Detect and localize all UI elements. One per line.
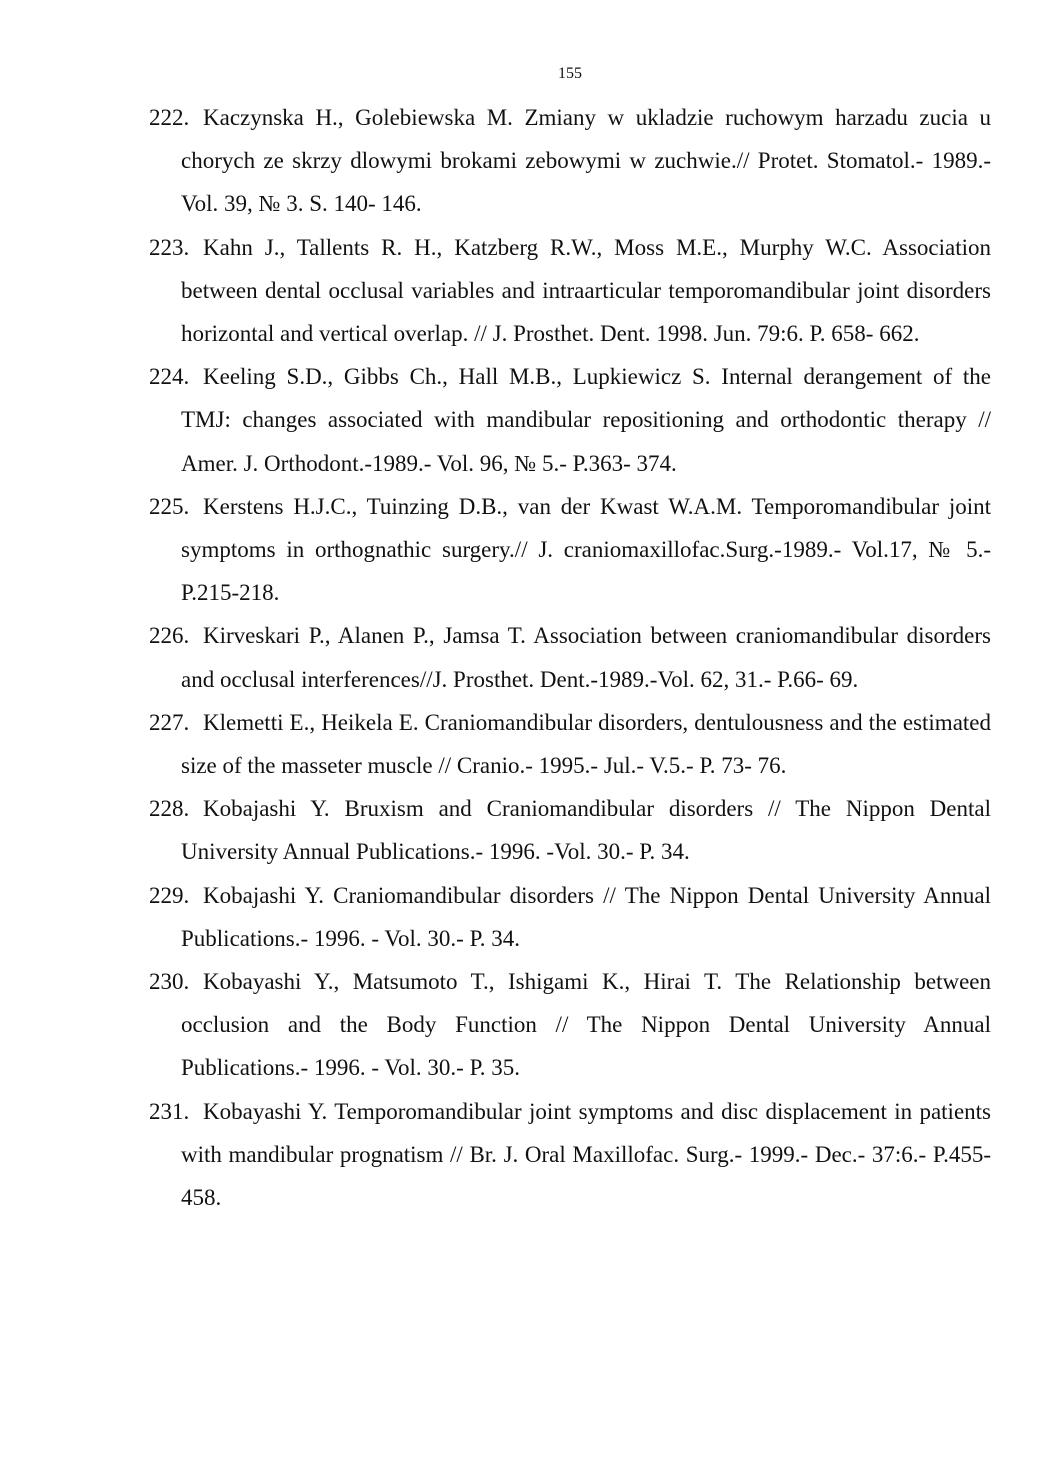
reference-item [149,614,991,700]
reference-item [149,701,991,787]
reference-item [149,1090,991,1220]
reference-item [149,96,991,226]
reference-number: 231. [149,1098,190,1124]
reference-text: Kirveskari P., Alanen P., Jamsa T. Association between craniomandibular disorders and occlusal interferences//J. Prosthet. Dent.-1989.-Vol. 62, 31.- P.66- 69. [181,623,991,692]
reference-list [149,96,991,1219]
reference-item [149,485,991,615]
reference-item [149,355,991,485]
reference-number: 222. [149,105,190,130]
reference-item [149,787,991,873]
reference-item [149,960,991,1090]
reference-item [149,226,991,356]
reference-text: Kobayashi Y. Temporomandibular joint symptoms and disc displacement in patients with mandibular prognatism // Br. J. Oral Maxillofac. Surg.- 1999.- Dec.- 37:6.- P.455-458. [181,1098,991,1211]
reference-number: 228. [149,796,190,822]
reference-number: 226. [149,623,190,649]
reference-number: 224. [149,364,190,390]
reference-number: 229. [149,882,190,908]
reference-text: Kerstens H.J.C., Tuinzing D.B., van der Kwast W.A.M. Temporomandibular joint symptoms in orthognathic surgery.// J. craniomaxillofac.Surg.-1989.- Vol.17, № 5.- P.215-218. [181,493,991,606]
reference-text: Klemetti E., Heikela E. Craniomandibular disorders, dentulousness and the estimated size of the masseter muscle // Cranio.- 1995.- Jul.- V.5.- P. 73- 76. [181,709,991,779]
reference-item [149,874,991,960]
page-number: 155 [558,65,582,82]
reference-text: Kobayashi Y., Matsumoto T., Ishigami K., Hirai T. The Relationship between occlusion and the Body Function // The Nippon Dental University Annual Publications.- 1996. - Vol. 30.- P. 35. [181,969,991,1081]
reference-text: Kobajashi Y. Bruxism and Craniomandibular disorders // The Nippon Dental University Annual Publications.- 1996. -Vol. 30.- P. 34. [181,796,991,865]
reference-number: 223. [149,234,190,260]
reference-text: Kaczynska H., Golebiewska M. Zmiany w ukladzie ruchowym harzadu zucia u chorych ze skrzy dlowymi brokami zebowymi w zuchwie.// Protet. Stomatol.- 1989.-Vol. 39, № 3. S. 140- 146. [181,105,991,217]
reference-text: Kahn J., Tallents R. H., Katzberg R.W., Moss M.E., Murphy W.C. Association between dental occlusal variables and intraarticular temporomandibular joint disorders horizontal and vertical overlap. // J. Prosthet. Dent. 1998. Jun. 79:6. P. 658- 662. [181,234,991,347]
reference-text: Kobajashi Y. Craniomandibular disorders // The Nippon Dental University Annual Publications.- 1996. - Vol. 30.- P. 34. [181,882,991,951]
reference-number: 227. [149,709,190,735]
reference-number: 230. [149,969,190,995]
reference-number: 225. [149,493,190,519]
reference-text: Keeling S.D., Gibbs Ch., Hall M.B., Lupkiewicz S. Internal derangement of the TMJ: changes associated with mandibular repositioning and orthodontic therapy // Amer. J. Orthodont.-1989.- Vol. 96, № 5.- P.363- 374. [181,364,991,476]
